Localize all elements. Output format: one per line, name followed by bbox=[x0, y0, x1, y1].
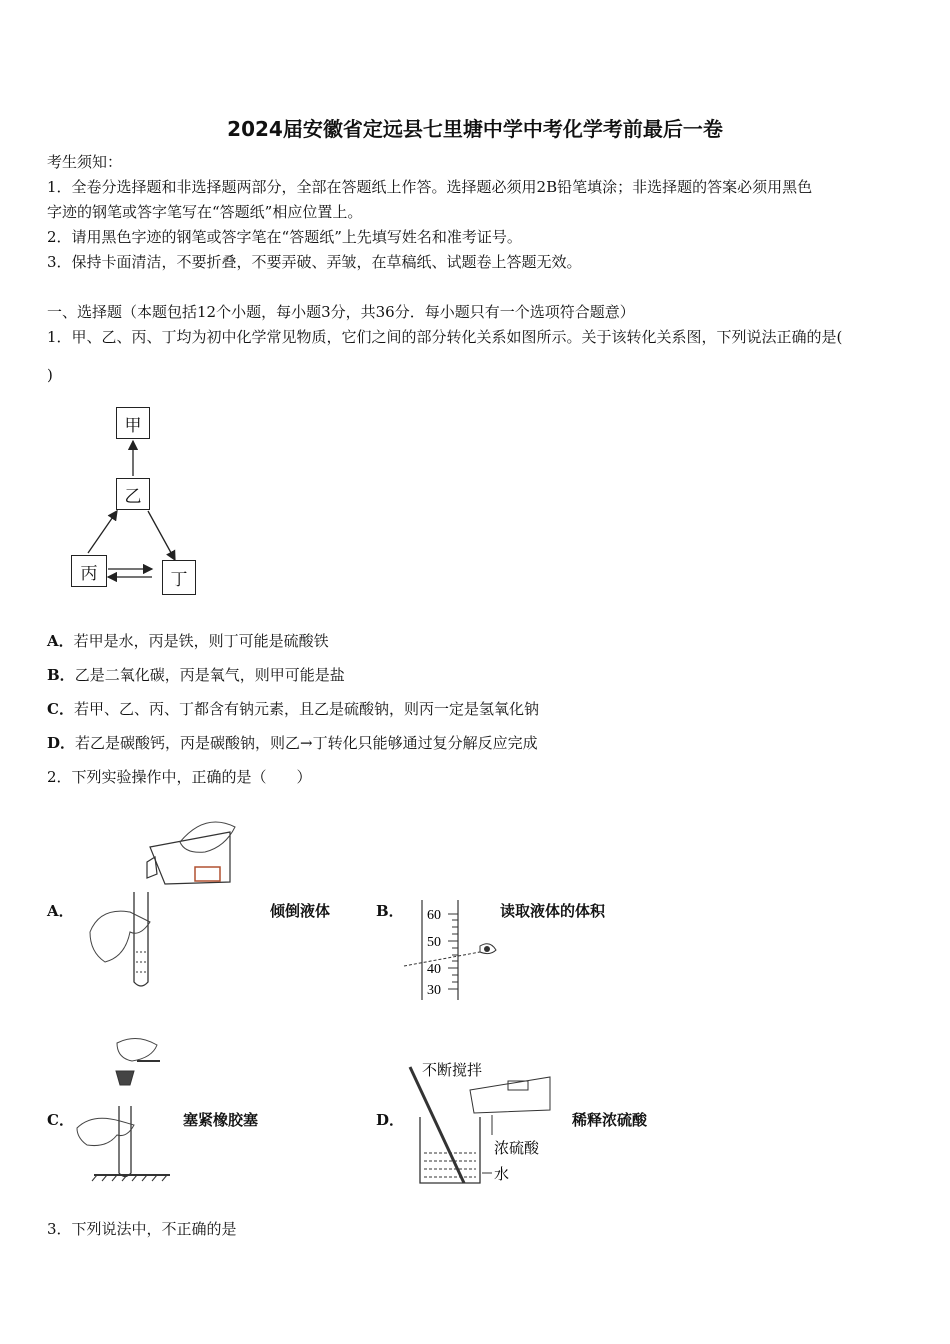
option-text: 乙是二氧化碳，丙是氧气，则甲可能是盐 bbox=[74, 666, 345, 684]
graduated-cylinder-illustration bbox=[400, 900, 510, 1005]
scale-label-50: 50 bbox=[427, 935, 441, 950]
q1-option-c bbox=[47, 699, 539, 719]
option-label: A． bbox=[47, 632, 74, 650]
scale-label-40: 40 bbox=[427, 962, 441, 977]
q1-stem: 1．甲、乙、丙、丁均为初中化学常见物质，它们之间的部分转化关系如图所示。关于该转化关系图，下列说法正确的是( bbox=[47, 328, 843, 346]
scale-label-30: 30 bbox=[427, 983, 441, 998]
node-ding: 丁 bbox=[162, 560, 196, 595]
page-title: 2024届安徽省定远县七里塘中学中考化学考前最后一卷 bbox=[227, 117, 723, 141]
q2-option-b-label: B． bbox=[376, 902, 404, 920]
notice-item: 3．保持卡面清洁，不要折叠，不要弄破、弄皱，在草稿纸、试题卷上答题无效。 bbox=[47, 253, 582, 271]
q1-option-d bbox=[47, 733, 538, 753]
option-label: B． bbox=[47, 666, 75, 684]
notice-item: 2．请用黑色字迹的钢笔或答字笔在“答题纸”上先填写姓名和准考证号。 bbox=[47, 228, 522, 246]
section-heading: 一、选择题（本题包括12个小题，每小题3分，共36分．每小题只有一个选项符合题意） bbox=[47, 303, 635, 321]
q2-option-c-label: C． bbox=[47, 1111, 74, 1129]
node-jia: 甲 bbox=[116, 407, 150, 439]
dilute-acid-illustration bbox=[402, 1055, 562, 1190]
q2-option-a-caption: 倾倒液体 bbox=[270, 902, 331, 920]
rubber-stopper-illustration bbox=[72, 1033, 182, 1183]
scale-label-60: 60 bbox=[427, 908, 441, 923]
q3-stem: 3．下列说法中，不正确的是 bbox=[47, 1220, 237, 1238]
pouring-liquid-illustration bbox=[85, 812, 195, 992]
option-text: 若甲、乙、丙、丁都含有钠元素，且乙是硫酸钠，则丙一定是氢氧化钠 bbox=[73, 700, 539, 718]
q2-option-d-label: D． bbox=[376, 1111, 405, 1129]
q2-option-b-caption: 读取液体的体积 bbox=[500, 902, 606, 920]
notice-heading: 考生须知： bbox=[47, 153, 123, 171]
notice-item: 字迹的钢笔或答字笔写在“答题纸”相应位置上。 bbox=[47, 203, 363, 221]
option-label: C． bbox=[47, 700, 74, 718]
acid-label: 浓硫酸 bbox=[494, 1139, 540, 1157]
stir-label: 不断搅拌 bbox=[422, 1061, 483, 1079]
node-yi: 乙 bbox=[116, 478, 150, 510]
q2-option-c-caption: 塞紧橡胶塞 bbox=[183, 1111, 259, 1129]
q2-option-d-caption: 稀释浓硫酸 bbox=[572, 1111, 648, 1129]
option-text: 若甲是水，丙是铁，则丁可能是硫酸铁 bbox=[73, 632, 329, 650]
notice-item: 1．全卷分选择题和非选择题两部分，全部在答题纸上作答。选择题必须用2B铅笔填涂；非选择题的答案必须用黑色 bbox=[47, 178, 813, 196]
water-label: 水 bbox=[494, 1165, 510, 1183]
arrow-yi-to-ding bbox=[148, 511, 175, 560]
arrow-bing-to-yi bbox=[88, 511, 117, 553]
option-label: D． bbox=[47, 734, 76, 752]
q1-option-a bbox=[47, 631, 329, 651]
node-bing: 丙 bbox=[71, 555, 107, 587]
q1-option-b bbox=[47, 665, 345, 685]
q1-stem-end: ) bbox=[47, 366, 53, 384]
q2-option-a-label: A． bbox=[47, 902, 74, 920]
option-text: 若乙是碳酸钙，丙是碳酸钠，则乙→丁转化只能够通过复分解反应完成 bbox=[75, 734, 538, 752]
q2-stem: 2．下列实验操作中，正确的是（ ） bbox=[47, 768, 312, 786]
